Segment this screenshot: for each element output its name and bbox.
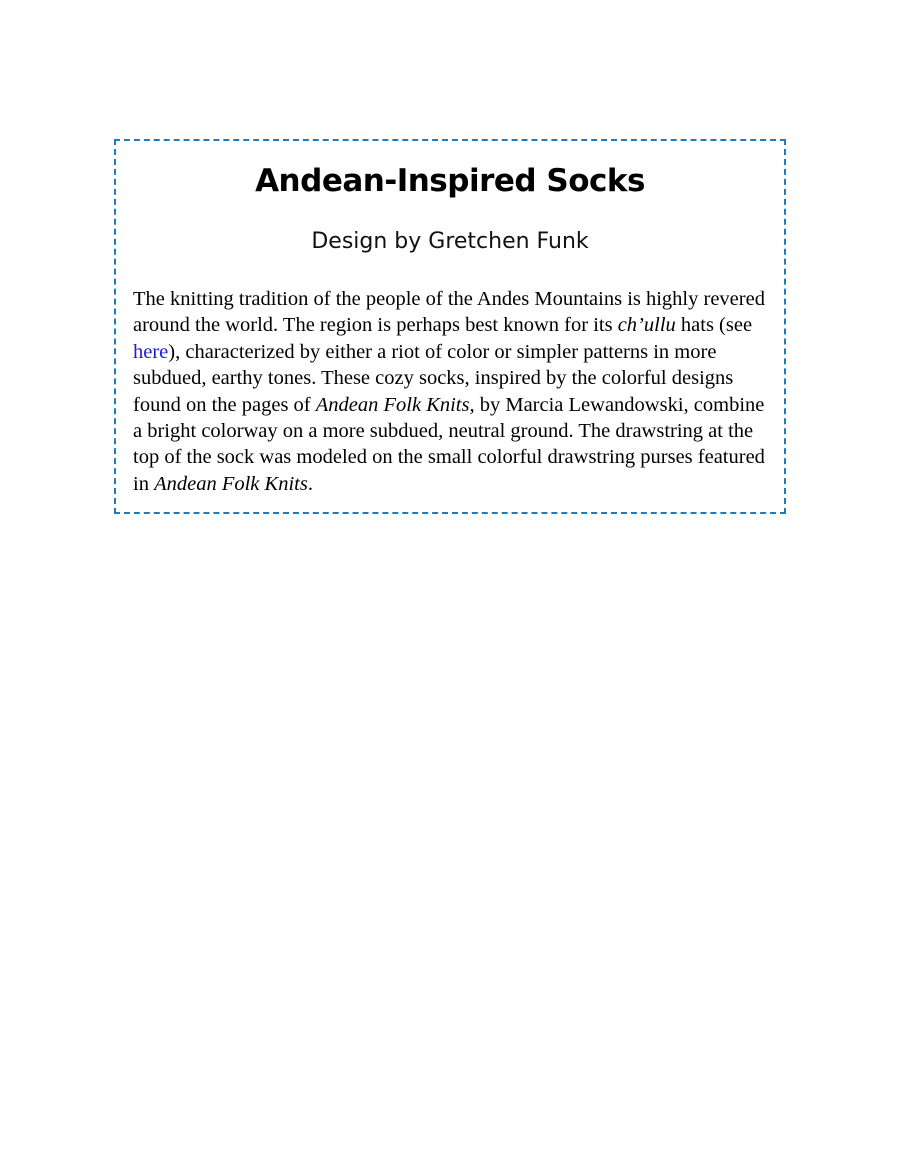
intro-italic-chullu: ch’ullu bbox=[617, 314, 676, 337]
intro-text: hats (see bbox=[675, 314, 753, 337]
intro-text: ), characterized by either a riot of color or simpler patterns in more subdued, earthy tones. These cozy socks, inspired by the colorful designs found on the pages of bbox=[133, 340, 734, 416]
here-link[interactable]: here bbox=[133, 340, 169, 363]
designer-credit: Design by Gretchen Funk bbox=[311, 229, 589, 254]
page-title: Andean-Inspired Socks bbox=[255, 163, 645, 199]
intro-text: The knitting tradition of the people of the Andes Mountains is highly revered around the world. The region is perhaps best known for its bbox=[133, 288, 765, 337]
intro-text: , by Marcia Lewandowski, combine a bright colorway on a more subdued, neutral ground. The drawstring at the top of the sock was modeled on the small colorful drawstring purses featured in bbox=[133, 393, 765, 495]
intro-paragraph bbox=[133, 286, 774, 497]
intro-italic-book-title: Andean Folk Knits bbox=[154, 472, 308, 495]
intro-box bbox=[114, 139, 786, 514]
intro-text: . bbox=[307, 472, 313, 495]
intro-italic-book-title: Andean Folk Knits bbox=[315, 393, 470, 416]
